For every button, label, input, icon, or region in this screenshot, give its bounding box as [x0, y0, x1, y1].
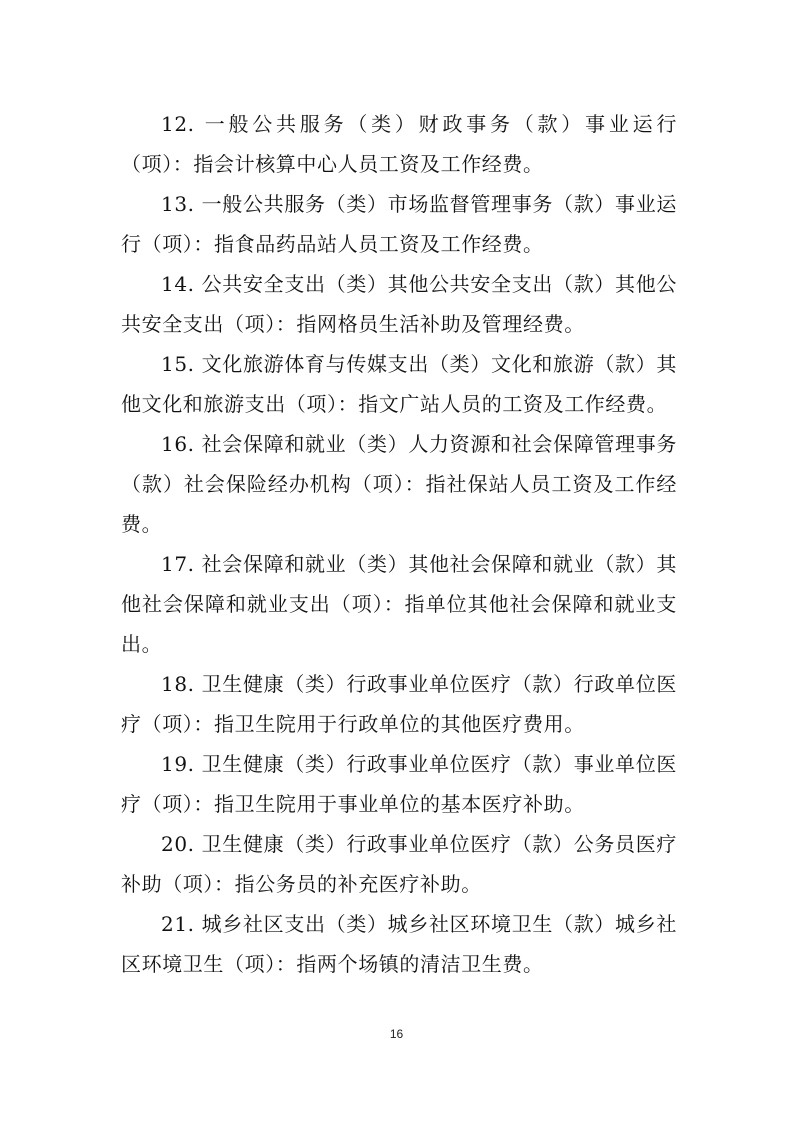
page-number: 16: [389, 1027, 404, 1041]
paragraph-13: 13. 一般公共服务（类）市场监督管理事务（款）事业运行（项）：指食品药品站人员工资及工作经费。: [121, 192, 677, 256]
paragraph-20: 20. 卫生健康（类）行政事业单位医疗（款）公务员医疗补助（项）：指公务员的补充医疗补助。: [121, 832, 677, 896]
paragraph-14: 14. 公共安全支出（类）其他公共安全支出（款）其他公共安全支出（项）：指网格员生活补助及管理经费。: [121, 272, 677, 336]
paragraph-17: 17. 社会保障和就业（类）其他社会保障和就业（款）其他社会保障和就业支出（项）：指单位其他社会保障和就业支出。: [121, 552, 677, 656]
document-body: [121, 104, 677, 984]
paragraph-12: 12. 一般公共服务（类）财政事务（款）事业运行（项）：指会计核算中心人员工资及工作经费。: [121, 112, 677, 176]
paragraph-15: 15. 文化旅游体育与传媒支出（类）文化和旅游（款）其他文化和旅游支出（项）：指文广站人员的工资及工作经费。: [121, 352, 677, 416]
paragraph-21: 21. 城乡社区支出（类）城乡社区环境卫生（款）城乡社区环境卫生（项）：指两个场镇的清洁卫生费。: [121, 912, 677, 976]
paragraph-19: 19. 卫生健康（类）行政事业单位医疗（款）事业单位医疗（项）：指卫生院用于事业单位的基本医疗补助。: [121, 752, 677, 816]
paragraph-18: 18. 卫生健康（类）行政事业单位医疗（款）行政单位医疗（项）：指卫生院用于行政单位的其他医疗费用。: [121, 672, 677, 736]
paragraph-16: 16. 社会保障和就业（类）人力资源和社会保障管理事务（款）社会保险经办机构（项）：指社保站人员工资及工作经费。: [121, 432, 677, 536]
